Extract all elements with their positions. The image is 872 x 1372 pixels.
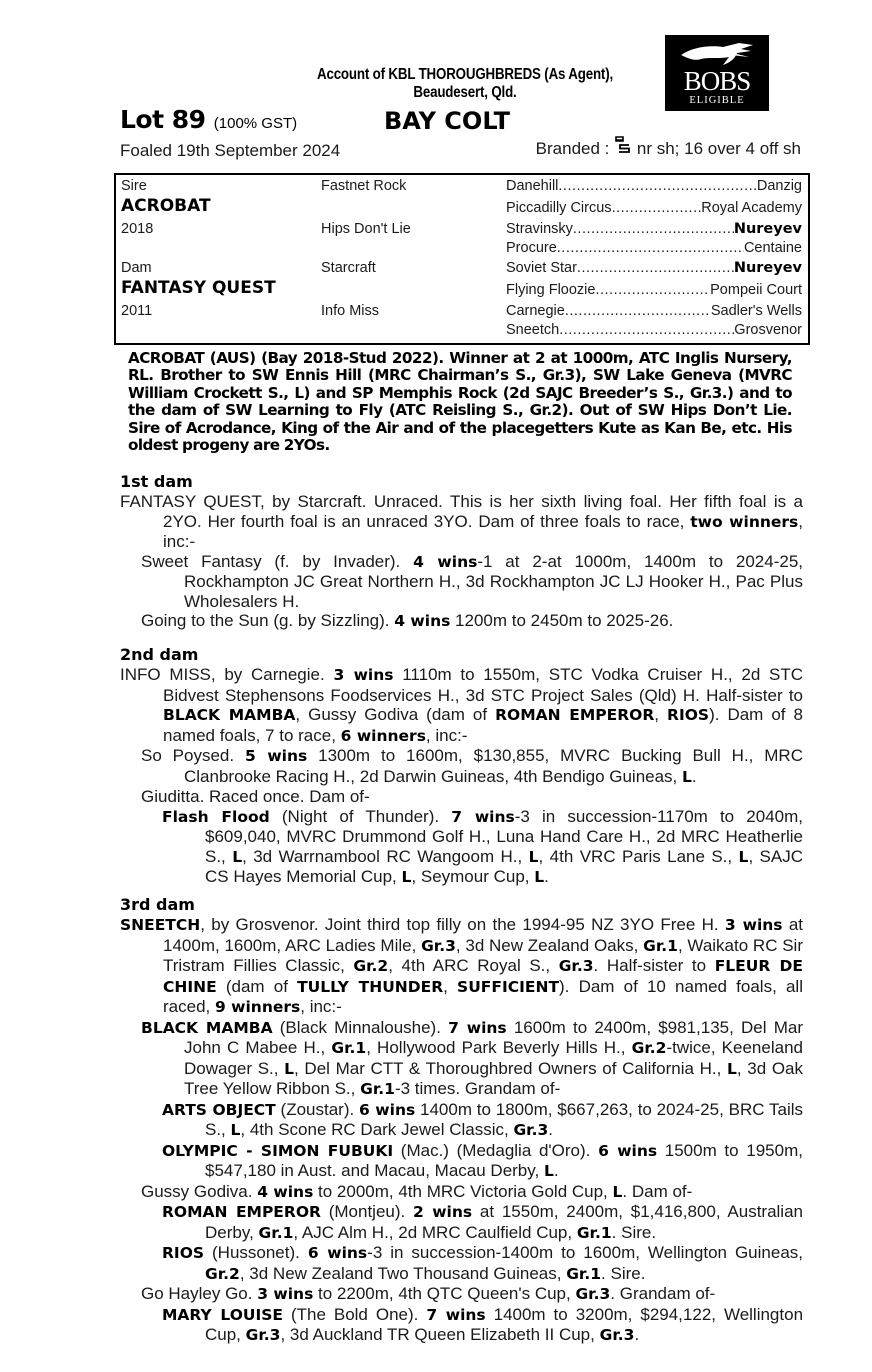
bold-text: BLACK MAMBA <box>163 706 296 724</box>
vendor-block <box>272 66 659 102</box>
leader-dots <box>559 321 734 339</box>
text: (Night of Thunder). <box>269 806 452 826</box>
dam-label: Dam <box>121 260 152 276</box>
second-dam-section <box>120 645 803 888</box>
bold-text: SUFFICIENT <box>457 977 560 996</box>
bold-text: Gr.3 <box>421 936 456 955</box>
bold-text: ROMAN EMPEROR <box>495 706 655 724</box>
text: -twice, Keeneland Dowager S., <box>184 1038 803 1078</box>
bold-text: L <box>612 1182 623 1201</box>
leader-dots <box>558 177 756 195</box>
text: (Montjeu). <box>320 1202 414 1221</box>
ancestor-name: Soviet Star <box>506 260 577 276</box>
sire-dam: Hips Don't Lie <box>321 221 411 237</box>
bold-text: Gr.3 <box>558 957 594 975</box>
text: , 4th VRC Paris Lane S., <box>538 846 739 866</box>
pedigree-ancestor <box>506 199 802 217</box>
pedigree-entry <box>120 746 803 787</box>
bold-text: Gr.2 <box>205 1264 240 1283</box>
dam-year: 2011 <box>121 303 153 319</box>
section-heading: 1st dam <box>120 472 193 491</box>
text: . Half-sister to <box>593 956 715 975</box>
section-heading: 3rd dam <box>120 895 195 914</box>
ancestor-sire: Grosvenor <box>734 322 802 338</box>
leader-dots <box>557 239 744 257</box>
bold-text: Gr.1 <box>360 1080 395 1098</box>
sire-summary: ACROBAT (AUS) (Bay 2018-Stud 2022). Winner at 2 at 1000m, ATC Inglis Nursery, RL. Brother to SW Ennis Hill (MRC Chairman’s S., Gr.3), SW Lake Geneva (MVRC William Crockett S., L) and SP Memphis Rock (2d SAJC Breeder’s S., Gr.3.) and to the dam of SW Learning to Fly (ATC Reisling S., Gr.2). Out of SW Hips Don’t Lie. Sire of Acrodance, King of the Air and of the placegetters Kute as Kan Be, etc. His oldest progeny are 2YOs. <box>128 349 792 455</box>
lot-label: Lot 89 <box>120 105 206 134</box>
bold-text: L <box>230 1121 241 1139</box>
dam-sire: Starcraft <box>321 260 376 276</box>
text: . <box>634 1325 640 1344</box>
ancestor-name: Flying Floozie <box>506 282 596 298</box>
bold-text: 6 wins <box>598 1141 658 1160</box>
bold-text: BLACK MAMBA <box>141 1018 273 1037</box>
bold-text: 2 wins <box>413 1203 473 1221</box>
text: , inc:- <box>300 997 342 1016</box>
bold-text: Gr.3 <box>245 1326 281 1344</box>
first-dam-section <box>120 472 803 632</box>
text: at 1550m, 2400m, $1,416,800, Australian Derby, <box>205 1202 803 1242</box>
text: , SAJC CS Hayes Memorial Cup, <box>205 846 804 886</box>
text: , 4th ARC Royal S., <box>388 956 559 975</box>
ancestor-name: Stravinsky <box>506 221 573 237</box>
text: . <box>553 1161 559 1180</box>
ancestor-sire: Nureyev <box>733 221 802 237</box>
pedigree-entry <box>120 552 803 612</box>
pedigree-entry <box>120 1243 803 1284</box>
bold-text: 3 wins <box>724 916 783 934</box>
pedigree-entry <box>120 915 803 1018</box>
pedigree-ancestor <box>506 259 802 277</box>
ancestor-name: Piccadilly Circus <box>506 200 612 216</box>
pedigree-ancestor <box>506 281 802 299</box>
text: , Gussy Godiva (dam of <box>295 705 496 724</box>
text: -3 in succession-1400m to 1600m, Wellington Guineas, <box>367 1243 803 1262</box>
bold-text: 6 winners <box>340 726 426 745</box>
pedigree-ancestor <box>506 177 802 195</box>
bold-text: L <box>534 868 545 886</box>
text: (Hussonet). <box>204 1243 308 1262</box>
bold-text: Gr.1 <box>258 1223 294 1242</box>
ancestor-sire: Danzig <box>756 178 802 194</box>
ancestor-sire: Nureyev <box>733 260 802 276</box>
text: 1200m to 2450m to 2025-26. <box>450 611 674 630</box>
text: -1 at 2-at 1000m, 1400m to 2024-25, Rockhampton JC Great Northern H., 3d Rockhampton JC LJ Hooker H., Pac Plus Wholesalers H. <box>184 551 803 611</box>
text: to 2200m, 4th QTC Queen's Cup, <box>313 1284 576 1303</box>
sire-sire: Fastnet Rock <box>321 178 407 194</box>
bold-text: L <box>682 767 692 786</box>
text: INFO MISS, by Carnegie. <box>120 665 334 684</box>
text: 1110m to 1550m, STC Vodka Cruiser H., 2d STC Bidvest Stephensons Foodservices H., 3d STC Project Sales (Qld) H. Half-sister to <box>163 665 804 705</box>
text: , 3d Warrnambool RC Wangoom H., <box>242 846 529 866</box>
text: So Poysed. <box>141 746 245 765</box>
text: . Sire. <box>611 1222 657 1242</box>
bold-text: 4 wins <box>413 552 478 571</box>
ancestor-sire: Pompeii Court <box>710 282 802 298</box>
section-heading: 2nd dam <box>120 645 199 664</box>
bold-text: RIOS <box>162 1244 205 1262</box>
text: Gussy Godiva. <box>141 1181 258 1201</box>
text: 1300m to 1600m, $130,855, MVRC Bucking Bull H., MRC Clanbrooke Racing H., 2d Darwin Guineas, 4th Bendigo Guineas, <box>184 746 803 786</box>
bold-text: SNEETCH <box>120 916 201 934</box>
ancestor-sire: Sadler's Wells <box>710 303 802 319</box>
bold-text: L <box>726 1059 737 1078</box>
bold-text: 7 wins <box>448 1018 507 1037</box>
racehorse-head-icon <box>679 41 755 69</box>
text: , <box>654 705 668 724</box>
bold-text: 5 wins <box>245 747 308 765</box>
text: , AJC Alm H., 2d MRC Caulfield Cup, <box>293 1222 577 1242</box>
text: 1400m to 1800m, $667,263, to 2024-25, BRC Tails S., <box>205 1099 803 1139</box>
leader-dots <box>595 281 710 299</box>
sire-name: ACROBAT <box>121 196 211 216</box>
text: (dam of <box>216 976 298 996</box>
branded-detail: nr sh; 16 over 4 off sh <box>636 139 801 158</box>
third-dam-section <box>120 895 803 1346</box>
bold-text: Gr.1 <box>576 1223 612 1242</box>
bold-text: OLYMPIC - SIMON FUBUKI <box>162 1141 394 1160</box>
logo-title: BOBS <box>683 66 751 96</box>
ancestor-name: Danehill <box>506 178 559 194</box>
text: (Black Minnaloushe). <box>272 1017 449 1037</box>
bold-text: ROMAN EMPEROR <box>162 1203 321 1221</box>
text: -3 times. Grandam of- <box>394 1079 561 1098</box>
pedigree-ancestor <box>506 321 802 339</box>
text: 1600m to 2400m, $981,135, Del Mar John C Mabee H., <box>184 1017 803 1057</box>
pedigree-ancestor <box>506 239 802 257</box>
bold-text: Gr.1 <box>566 1264 602 1283</box>
bold-text: L <box>401 868 412 886</box>
ancestor-name: Procure <box>506 240 557 256</box>
text: 1500m to 1950m, $547,180 in Aust. and Macau, Macau Derby, <box>205 1140 803 1180</box>
bold-text: Gr.1 <box>643 936 678 955</box>
entries <box>120 915 803 1346</box>
text: , inc:- <box>425 725 468 745</box>
bold-text: 9 winners <box>214 998 301 1016</box>
dam-name: FANTASY QUEST <box>121 278 276 298</box>
text: , <box>443 976 458 996</box>
ancestor-name: Carnegie <box>506 303 565 319</box>
pedigree-ancestor <box>506 220 802 238</box>
pedigree-entry <box>120 1018 803 1100</box>
bold-text: 6 wins <box>307 1244 368 1262</box>
bold-text: Flash Flood <box>162 807 270 826</box>
text: ). Dam of 8 named foals, 7 to race, <box>163 705 803 745</box>
bold-text: Gr.1 <box>331 1039 367 1057</box>
logo-subtitle: ELIGIBLE <box>689 95 745 106</box>
text: , by Grosvenor. Joint third top filly on the 1994-95 NZ 3YO Free H. <box>200 915 725 934</box>
text: (The Bold One). <box>282 1304 427 1324</box>
bold-text: 4 wins <box>394 612 451 630</box>
bold-text: 7 wins <box>451 807 515 826</box>
bold-text: 3 wins <box>333 666 394 684</box>
text: . <box>544 867 549 886</box>
pedigree-entry <box>120 1182 803 1203</box>
text: , 3d New Zealand Two Thousand Guineas, <box>239 1263 567 1283</box>
text: , Del Mar CTT & Thoroughbred Owners of California H., <box>294 1058 727 1078</box>
vendor-location: Beaudesert, Qld. <box>413 84 517 101</box>
bold-text: RIOS <box>667 706 710 724</box>
leader-dots <box>612 199 702 217</box>
bold-text: MARY LOUISE <box>162 1305 283 1324</box>
pedigree-table <box>114 173 810 345</box>
text: to 2000m, 4th MRC Victoria Gold Cup, <box>313 1181 613 1201</box>
vendor-name: Account of KBL THOROUGHBREDS (As Agent), <box>316 66 614 83</box>
text: at 1400m, 1600m, ARC Ladies Mile, <box>163 915 804 955</box>
bold-text: ARTS OBJECT <box>162 1100 276 1119</box>
text: Going to the Sun (g. by Sizzling). <box>141 611 395 630</box>
pedigree-entry <box>120 611 803 632</box>
bold-text: L <box>284 1059 295 1078</box>
brand-mark-icon <box>614 136 632 156</box>
bold-text: Gr.2 <box>353 957 389 975</box>
text: Giuditta. Raced once. Dam of- <box>141 787 370 806</box>
bold-text: Gr.3 <box>575 1285 611 1303</box>
text: 1400m to 3200m, $294,122, Wellington Cup, <box>205 1304 804 1344</box>
leader-dots <box>565 302 711 320</box>
text: , 4th Scone RC Dark Jewel Classic, <box>240 1120 514 1139</box>
text: . Sire. <box>601 1263 646 1283</box>
pedigree-entry <box>120 1202 803 1243</box>
pedigree-entry <box>120 1284 803 1305</box>
text: , 3d Oak Tree Yellow Ribbon S., <box>184 1058 804 1098</box>
leader-dots <box>573 220 734 238</box>
text: , 3d New Zealand Oaks, <box>455 935 644 955</box>
pedigree-ancestor <box>506 302 802 320</box>
pedigree-entry <box>120 492 803 552</box>
branded-label: Branded : <box>535 139 610 158</box>
text: . <box>691 766 697 786</box>
text: . <box>548 1120 554 1139</box>
foaled-date: Foaled 19th September 2024 <box>120 141 341 160</box>
pedigree-entry <box>120 665 803 746</box>
text: . Dam of- <box>622 1181 693 1201</box>
bold-text: two winners <box>690 512 799 531</box>
lot-number <box>120 104 297 140</box>
text: -3 in succession-1170m to 2040m, $609,040, MVRC Drummond Golf H., Luna Hand Care H., 2d MRC Heatherlie S., <box>205 806 803 866</box>
brand-info <box>504 136 801 162</box>
text: Go Hayley Go. <box>141 1284 258 1303</box>
bold-text: 6 wins <box>359 1100 416 1119</box>
ancestor-sire: Royal Academy <box>701 200 802 216</box>
pedigree-entry <box>120 1100 803 1141</box>
sire-year: 2018 <box>121 221 154 237</box>
text: (Zoustar). <box>275 1099 360 1119</box>
bold-text: FLEUR DE CHINE <box>163 957 803 996</box>
ancestor-sire: Centaine <box>743 240 802 256</box>
leader-dots <box>577 259 734 277</box>
text: , inc:- <box>163 511 804 551</box>
text: . Grandam of- <box>610 1284 716 1303</box>
bold-text: Gr.2 <box>631 1039 667 1057</box>
entries <box>120 665 803 888</box>
bold-text: L <box>738 847 749 866</box>
bold-text: Gr.3 <box>513 1121 549 1139</box>
bold-text: L <box>232 847 243 866</box>
text: FANTASY QUEST, by Starcraft. Unraced. This is her sixth living foal. Her fifth foal is a 2YO. Her fourth foal is an unraced 3YO. Dam of three foals to race, <box>120 492 803 531</box>
ancestor-name: Sneetch <box>506 322 560 338</box>
bobs-eligible-logo <box>665 35 769 111</box>
bold-text: 3 wins <box>257 1285 314 1303</box>
pedigree-entry <box>120 1305 803 1346</box>
gst-note: (100% GST) <box>213 115 298 132</box>
text: , Hollywood Park Beverly Hills H., <box>366 1038 632 1057</box>
bold-text: L <box>543 1162 554 1180</box>
bold-text: 4 wins <box>257 1182 314 1201</box>
text: (Mac.) (Medaglia d'Oro). <box>393 1140 599 1160</box>
bold-text: 7 wins <box>426 1305 486 1324</box>
bold-text: TULLY THUNDER <box>297 977 444 996</box>
text: , 3d Auckland TR Queen Elizabeth II Cup, <box>280 1325 600 1344</box>
horse-description: BAY COLT <box>384 107 511 135</box>
text: Sweet Fantasy (f. by Invader). <box>141 551 414 571</box>
bold-text: Gr.3 <box>599 1326 635 1344</box>
text: , Waikato RC Sir Tristram Fillies Classic, <box>163 935 803 975</box>
bold-text: L <box>528 847 539 866</box>
pedigree-entry <box>120 1141 803 1182</box>
text: ). Dam of 10 named foals, all raced, <box>163 976 803 1016</box>
pedigree-entry <box>120 787 803 807</box>
pedigree-entry <box>120 807 803 888</box>
text: , Seymour Cup, <box>411 867 535 886</box>
sire-label: Sire <box>121 178 147 194</box>
entries <box>120 492 803 632</box>
dam-dam: Info Miss <box>321 303 380 319</box>
